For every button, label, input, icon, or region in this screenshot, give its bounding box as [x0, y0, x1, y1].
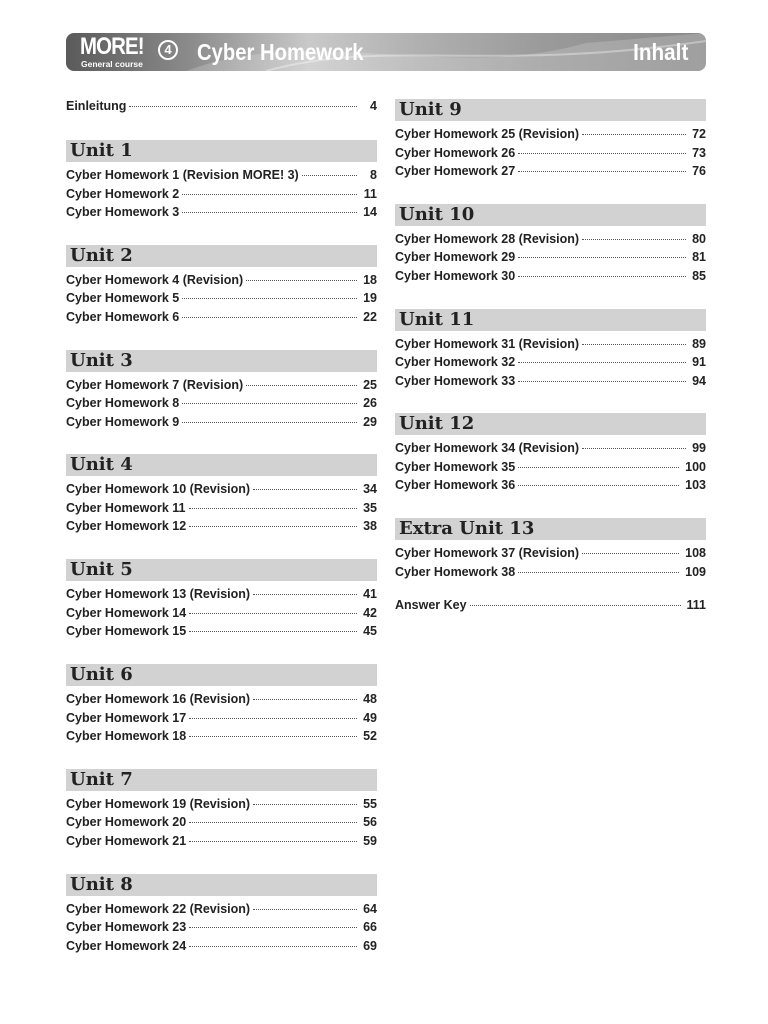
dot-leader [518, 256, 686, 258]
unit-heading: Unit 8 [66, 874, 377, 896]
toc-entry-label: Cyber Homework 1 (Revision MORE! 3) [66, 168, 299, 182]
toc-entry-page: 8 [370, 168, 377, 182]
toc-entry-page: 103 [685, 478, 706, 493]
dot-leader [253, 698, 357, 700]
dot-leader [253, 908, 357, 910]
dot-leader [189, 630, 357, 632]
dot-leader [518, 466, 679, 468]
dot-leader [182, 211, 357, 213]
toc-entry[interactable] [66, 271, 377, 289]
toc-entry-label: Cyber Homework 19 (Revision) [66, 796, 251, 811]
dot-leader [518, 484, 679, 486]
toc-entry[interactable] [66, 308, 377, 326]
toc-entry[interactable] [395, 125, 706, 143]
unit-heading: Unit 11 [395, 309, 706, 331]
toc-entry-label: Cyber Homework 26 [395, 145, 516, 160]
toc-entry[interactable] [395, 248, 706, 266]
toc-entry-page: 111 [686, 598, 706, 612]
dot-leader [189, 945, 357, 947]
dot-leader [246, 384, 357, 386]
toc-entry[interactable] [66, 166, 377, 184]
toc-entry-page: 45 [363, 624, 377, 639]
unit-heading: Extra Unit 13 [395, 518, 706, 540]
toc-entry-page: 19 [363, 291, 377, 306]
section-label: Inhalt [632, 39, 688, 65]
logo-text: MORE! [80, 33, 144, 60]
dot-leader [182, 297, 357, 299]
toc-entry-label: Cyber Homework 34 (Revision) [395, 441, 580, 456]
page-title: Cyber Homework [197, 39, 364, 65]
toc-entry[interactable] [66, 690, 377, 708]
dot-leader [253, 593, 357, 595]
dot-leader [129, 105, 357, 107]
toc-entry-label: Cyber Homework 32 [395, 355, 516, 370]
toc-entry-label: Cyber Homework 16 (Revision) [66, 692, 251, 706]
dot-leader [470, 604, 681, 606]
toc-entry-label: Cyber Homework 9 [66, 414, 180, 429]
toc-entry[interactable] [66, 709, 377, 727]
toc-entry-page: 29 [363, 414, 377, 429]
toc-entry-page: 25 [363, 377, 377, 392]
toc-entry[interactable] [66, 622, 377, 640]
toc-entry[interactable] [66, 289, 377, 307]
dot-leader [253, 488, 357, 490]
toc-entry-page: 34 [363, 482, 377, 497]
toc-entry-label: Cyber Homework 20 [66, 815, 187, 830]
toc-entry[interactable] [66, 480, 377, 498]
toc-entry-page: 85 [692, 268, 706, 283]
dot-leader [189, 840, 357, 842]
toc-entry-label: Cyber Homework 27 [395, 164, 516, 178]
toc-entry-page: 89 [692, 336, 706, 351]
toc-entry[interactable] [395, 335, 706, 353]
toc-entry-label: Cyber Homework 21 [66, 833, 187, 848]
dot-leader [582, 343, 686, 345]
more-logo [80, 33, 155, 69]
toc-entry[interactable] [66, 918, 377, 936]
toc-entry-label: Cyber Homework 13 (Revision) [66, 587, 251, 602]
toc-entry-page: 76 [692, 164, 706, 178]
toc-entry-page: 52 [363, 729, 377, 743]
logo-subtitle: General course [81, 59, 143, 69]
toc-entry-page: 109 [685, 564, 706, 579]
dot-leader [518, 170, 686, 172]
toc-entry[interactable] [66, 413, 377, 431]
toc-entry[interactable] [395, 563, 706, 581]
toc-entry-page: 38 [363, 519, 377, 534]
dot-leader [302, 174, 357, 176]
toc-entry-label: Einleitung [66, 99, 127, 113]
toc-entry[interactable] [395, 353, 706, 371]
toc-entry-label: Cyber Homework 2 [66, 186, 180, 201]
dot-leader [518, 275, 686, 277]
toc-entry-label: Cyber Homework 30 [395, 268, 516, 283]
toc-entry-page: 80 [692, 231, 706, 246]
toc-entry-page: 22 [363, 309, 377, 324]
toc-entry-page: 41 [363, 587, 377, 602]
toc-entry[interactable] [66, 185, 377, 203]
toc-entry[interactable] [395, 144, 706, 162]
toc-entry-label: Cyber Homework 28 (Revision) [395, 231, 580, 246]
toc-entry[interactable] [66, 203, 377, 221]
toc-entry[interactable] [66, 727, 377, 745]
toc-entry[interactable] [66, 900, 377, 918]
toc-entry-page: 108 [685, 546, 706, 561]
dot-leader [182, 193, 357, 195]
toc-entry[interactable] [66, 517, 377, 535]
dot-leader [582, 552, 679, 554]
toc-entry-label: Cyber Homework 14 [66, 605, 187, 620]
toc-entry-label: Cyber Homework 24 [66, 938, 187, 953]
toc-entry-label: Cyber Homework 12 [66, 519, 187, 534]
toc-entry-page: 4 [370, 99, 377, 113]
dot-leader [518, 152, 686, 154]
toc-entry-label: Cyber Homework 6 [66, 309, 180, 324]
toc-entry-label: Cyber Homework 8 [66, 396, 180, 411]
dot-leader [182, 421, 357, 423]
toc-entry-page: 55 [363, 796, 377, 811]
toc-entry[interactable] [395, 544, 706, 562]
dot-leader [518, 380, 686, 382]
toc-entry-page: 99 [692, 441, 706, 456]
unit-heading: Unit 2 [66, 245, 377, 267]
toc-entry[interactable] [66, 394, 377, 412]
toc-entry[interactable] [395, 476, 706, 494]
toc-entry-page: 48 [363, 692, 377, 706]
toc-entry[interactable] [395, 372, 706, 390]
toc-entry-label: Cyber Homework 31 (Revision) [395, 336, 580, 351]
unit-heading: Unit 3 [66, 350, 377, 372]
toc-entry-page: 72 [692, 127, 706, 141]
toc-entry[interactable] [395, 458, 706, 476]
level-number-badge: 4 [158, 40, 178, 60]
toc-entry[interactable] [66, 813, 377, 831]
toc-entry-label: Cyber Homework 17 [66, 710, 187, 725]
toc-entry-label: Cyber Homework 36 [395, 478, 516, 493]
toc-entry-label: Cyber Homework 33 [395, 373, 516, 388]
toc-entry[interactable] [395, 162, 706, 180]
toc-entry-label: Cyber Homework 18 [66, 729, 187, 743]
dot-leader [189, 926, 357, 928]
toc-entry-page: 26 [363, 396, 377, 411]
toc-entry[interactable] [66, 604, 377, 622]
toc-entry-label: Cyber Homework 22 (Revision) [66, 901, 251, 916]
dot-leader [246, 279, 357, 281]
dot-leader [189, 507, 358, 509]
dot-leader [189, 525, 357, 527]
toc-entry-page: 11 [363, 186, 377, 201]
toc-entry-answer-key[interactable] [395, 596, 706, 614]
toc-entry-label: Cyber Homework 25 (Revision) [395, 127, 580, 141]
dot-leader [189, 717, 357, 719]
toc-entry-label: Cyber Homework 7 (Revision) [66, 377, 244, 392]
toc-entry-page: 81 [692, 250, 706, 265]
dot-leader [189, 821, 357, 823]
toc-entry-label: Cyber Homework 5 [66, 291, 180, 306]
toc-entry-label: Cyber Homework 37 (Revision) [395, 546, 580, 561]
dot-leader [182, 402, 357, 404]
toc-entry[interactable] [66, 499, 377, 517]
toc-entry-label: Cyber Homework 4 (Revision) [66, 272, 244, 287]
toc-entry[interactable] [66, 376, 377, 394]
toc-entry-page: 59 [363, 833, 377, 848]
unit-heading: Unit 6 [66, 664, 377, 686]
dot-leader [182, 316, 357, 318]
toc-entry-page: 73 [692, 145, 706, 160]
toc-entry[interactable] [66, 795, 377, 813]
unit-heading: Unit 12 [395, 413, 706, 435]
toc-entry-page: 69 [363, 938, 377, 953]
unit-heading: Unit 1 [66, 140, 377, 162]
toc-entry-label: Cyber Homework 15 [66, 624, 187, 639]
toc-entry-label: Answer Key [395, 598, 467, 612]
toc-entry-page: 94 [692, 373, 706, 388]
toc-entry-page: 56 [363, 815, 377, 830]
toc-entry[interactable] [395, 267, 706, 285]
unit-heading: Unit 7 [66, 769, 377, 791]
toc-entry-page: 64 [363, 901, 377, 916]
dot-leader [582, 447, 686, 449]
toc-entry-page: 14 [363, 205, 377, 219]
toc-entry-page: 35 [363, 500, 377, 515]
dot-leader [582, 133, 686, 135]
toc-entry-label: Cyber Homework 38 [395, 564, 516, 579]
toc-entry[interactable] [66, 937, 377, 955]
unit-heading: Unit 9 [395, 99, 706, 121]
toc-entry-label: Cyber Homework 23 [66, 920, 187, 935]
toc-entry[interactable] [66, 832, 377, 850]
toc-entry[interactable] [395, 230, 706, 248]
toc-entry-page: 100 [685, 459, 706, 474]
toc-entry-page: 66 [363, 920, 377, 935]
toc-entry-page: 42 [363, 605, 377, 620]
dot-leader [518, 361, 686, 363]
toc-entry[interactable] [66, 585, 377, 603]
dot-leader [189, 735, 357, 737]
unit-heading: Unit 10 [395, 204, 706, 226]
toc-entry-label: Cyber Homework 35 [395, 459, 516, 474]
dot-leader [582, 238, 686, 240]
toc-entry-label: Cyber Homework 3 [66, 205, 180, 219]
toc-entry-label: Cyber Homework 29 [395, 250, 516, 265]
toc-entry-page: 49 [363, 710, 377, 725]
unit-heading: Unit 5 [66, 559, 377, 581]
toc-entry-label: Cyber Homework 10 (Revision) [66, 482, 251, 497]
dot-leader [189, 612, 357, 614]
toc-entry-intro[interactable] [66, 97, 377, 115]
toc-entry-page: 18 [363, 272, 377, 287]
toc-entry[interactable] [395, 439, 706, 457]
dot-leader [518, 571, 679, 573]
dot-leader [253, 803, 357, 805]
toc-entry-label: Cyber Homework 11 [66, 500, 186, 515]
unit-heading: Unit 4 [66, 454, 377, 476]
toc-entry-page: 91 [692, 355, 706, 370]
